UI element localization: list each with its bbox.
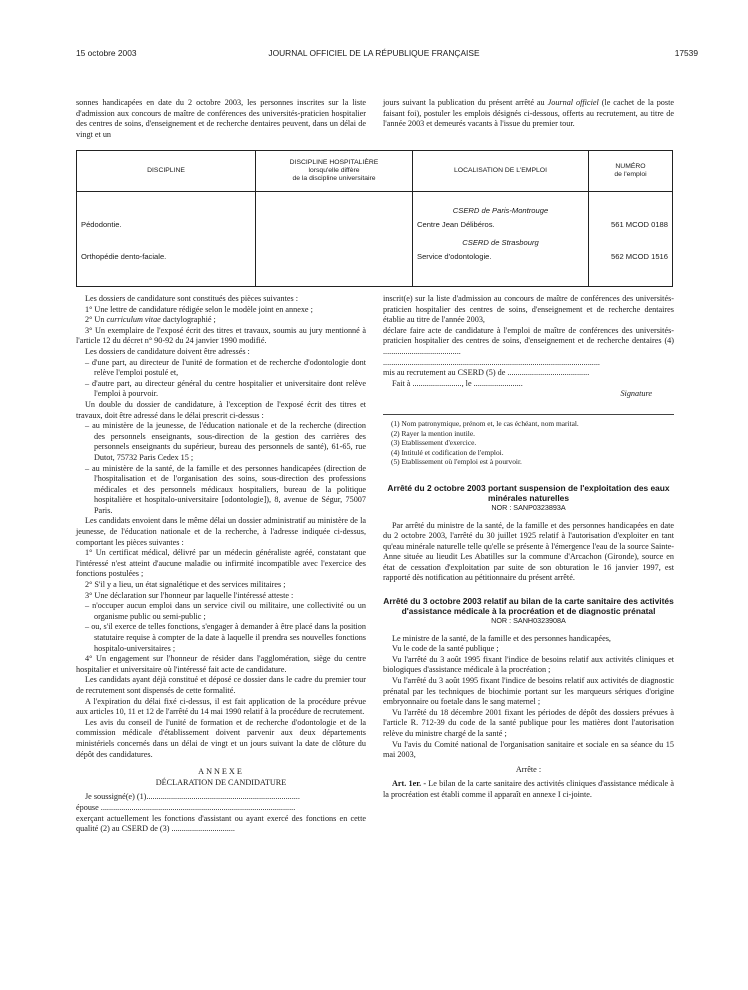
footnotes: (1) Nom patronymique, prénom et, le cas échéant, nom marital. (2) Rayer la mention inutile. (3) Etablissement d'exercice. (4) Intitulé et codification de l'emploi. (5) Etablissement où l'emploi est à pourvoir. — [391, 418, 579, 467]
top-right-paragraph: jours suivant la publication du présent arrêté au Journal officiel (le cachet de la poste faisant foi), postuler les emplois désignés ci-dessous, offerts au recrutement, au titre de l'année 2003 et demeurés vacants à l'issue du premier tour. — [383, 98, 674, 129]
table-row-2-discipline: Orthopédie dento-faciale. — [81, 252, 167, 261]
decree-2-title: Arrêté du 3 octobre 2003 relatif au bilan de la carte sanitaire des activités d'assistance médicale à la procréation et de diagnostic prénatal — [383, 596, 674, 617]
table-header-hospital-discipline: DISCIPLINE HOSPITALIÈRE lorsqu'elle diffère de la discipline universitaire — [256, 151, 413, 192]
declaration-title: DÉCLARATION DE CANDIDATURE — [155, 777, 287, 787]
table-header-location: LOCALISATION DE L'EMPLOI — [413, 151, 589, 192]
signature-label: Signature — [620, 389, 652, 399]
table-row-1-location-title: CSERD de Paris-Montrouge — [452, 206, 549, 215]
header-date: 15 octobre 2003 — [76, 48, 137, 58]
table-row-2-location-title: CSERD de Strasbourg — [462, 238, 539, 247]
decree-1-body: Par arrêté du ministre de la santé, de la famille et des personnes handicapées en date du 2 octobre 2003, l'arrêté du 30 juillet 1925 relatif à l'autorisation d'exploiter en tant qu'eau minérale naturelle telle qu'elle se présente à l'émergence l'eau de la source Sainte-Anne située au lieudit Les Abatilles sur la commune d'Arcachon (Gironde), source en état de cessation d'exploitation par suite de son obturation le 16 janvier 1997, est rapporté dès notification au pétitionnaire du présent arrêté. — [383, 520, 674, 583]
table-cell-number — [589, 192, 673, 287]
declaration-list: – n'occuper aucun emploi dans un service civil ou militaire, une collectivité ou un organisme public ou semi-public ; – ou, s'il exerce de telles fonctions, s'engager à demander à être placé dans la position statutaire requise à compter de la date à laquelle il prendra ses nouvelles fonctions hospitalo-universitaires ; — [76, 601, 366, 654]
decree-1-nor: NOR : SANP0323893A — [491, 502, 566, 512]
decree-2-nor: NOR : SANH0323908A — [491, 616, 566, 626]
table-row-1-discipline: Pédodontie. — [81, 220, 122, 229]
header-page-number: 17539 — [674, 48, 698, 58]
annexe-heading: ANNEXE — [198, 767, 244, 777]
decree-1-title: Arrêté du 2 octobre 2003 portant suspension de l'exploitation des eaux minérales naturelles — [387, 482, 670, 503]
table-row-1-number: 561 MCOD 0188 — [611, 220, 668, 229]
table-cell-location — [413, 192, 589, 287]
page-header — [0, 48, 748, 62]
header-journal-title: JOURNAL OFFICIEL DE LA RÉPUBLIQUE FRANÇAISE — [268, 48, 480, 58]
table-cell-discipline — [77, 192, 256, 287]
table-row-1-location: Centre Jean Délibéros. — [417, 220, 495, 229]
ministries-list: – au ministère de la jeunesse, de l'éducation nationale et de la recherche (direction des personnels enseignants, sous-direction de la gestion des carrières des personnels enseignants du supérieur, bureau des personnels de santé), 61-65, rue Dutot, 75732 Paris Cedex 15 ; – au ministère de la santé, de la famille et des personnes handicapées (direction de l'hospitalisation et de l'organisation des soins, sous-direction des professions médicales et des personnels médicaux hospitaliers, bureau de la politique hospitalière et hospitalo-universitaire [odontologie]), 8, avenue de Ségur, 75007 Paris. — [76, 421, 366, 516]
article-1: Art. 1er. - Le bilan de la carte sanitaire des activités cliniques d'assistance médicale à la procréation est établi comme il apparaît en annexe I ci-jointe. — [383, 779, 675, 799]
recipients-list: – d'une part, au directeur de l'unité de formation et de recherche d'odontologie dont relève l'emploi postulé et, – d'autre part, au directeur général du centre hospitalier et universitaire dont relève l'emploi à pourvoir. — [76, 358, 366, 400]
top-left-paragraph: sonnes handicapées en date du 2 octobre 2003, les personnes inscrites sur la liste d'admission aux concours de maître de conférences des universités-praticien hospitalier des centres de soins, d'enseignement et de recherche dentaires peuvent, dans un délai de vingt et un — [76, 98, 366, 139]
table-cell-hospital — [256, 192, 413, 287]
table-header-discipline: DISCIPLINE — [77, 151, 256, 192]
table-row-2-number: 562 MCOD 1516 — [611, 252, 668, 261]
right-column: inscrit(e) sur la liste d'admission au concours de maître de conférences des universités-praticien hospitalier des centres de soins, d'enseignement et de recherche dentaires établie au titre de l'année 2003, déclare faire acte de candidature à l'emploi de maître de conférences des universités-praticien hospitalier des centres de soins, d'enseignement et de recherche dentaires (4) ...................................... .......................................................................................................... mis au recrutement au CSERD (5) de ........................................ Fait à ........................, le ........................ Signature (1) Nom patronymique, prénom et, le cas échéant, nom marital. (2) Rayer la mention inutile. (3) Etablissement d'exercice. (4) Intitulé et codification de l'emploi. (5) Etablissement où l'emploi est à pourvoir. Arrêté du 2 octobre 2003 portant suspension de l'exploitation des eaux minérales naturelles NOR : SANP0323893A Par arrêté du ministre de la santé, de la famille et des personnes handicapées en date du 2 octobre 2003, l'arrêté du 30 juillet 1925 relatif à l'autorisation d'exploiter en tant qu'eau minérale naturelle telle qu'elle se présente à l'émergence l'eau de la source Sainte-Anne située au lieudit Les Abatilles sur la commune d'Arcachon (Gironde), source en état de cessation d'exploitation par suite de son obturation le 16 janvier 1997, est rapporté dès notification au pétitionnaire du présent arrêté. Arrêté du 3 octobre 2003 relatif au bilan de la carte sanitaire des activités d'assistance médicale à la procréation et de diagnostic prénatal NOR : SANH0323908A Le ministre de la santé, de la famille et des personnes handicapées, Vu le code de la santé publique ; Vu l'arrêté du 3 août 1995 fixant l'indice de besoins relatif aux activités cliniques et biologiques d'assistance médicale à la procréation ; Vu l'arrêté du 3 août 1995 fixant l'indice de besoins relatif aux activités de diagnostic prénatal par les techniques de biochimie portant sur les marqueurs sériques d'origine embryonnaire ou foetale dans le sang maternel ; Vu l'arrêté du 18 décembre 2001 fixant les périodes de dépôt des dossiers prévues à l'article R. 712-39 du code de la santé publique pour les matières dont l'autorisation relève du ministre chargé de la santé ; Vu l'avis du Comité national de l'organisation sanitaire et sociale en sa séance du 15 mai 2003, Arrête : Art. 1er. - Le bilan de la carte sanitaire des activités cliniques d'assistance médicale à la procréation est établi comme il apparaît en annexe I ci-jointe. — [383, 294, 675, 799]
vacant-posts-table — [76, 150, 673, 287]
left-column: Les dossiers de candidature sont constitués des pièces suivantes : 1° Une lettre de candidature rédigée selon le modèle joint en annexe ; 2° Un curriculum vitae dactylographié ; 3° Un exemplaire de l'exposé écrit des titres et travaux, soumis au jury mentionné à l'article 12 du décret n° 90-92 du 24 janvier 1990 modifié. Les dossiers de candidature doivent être adressés : – d'une part, au directeur de l'unité de formation et de recherche d'odontologie dont relève l'emploi postulé et, – d'autre part, au directeur général du centre hospitalier et universitaire dont relève l'emploi à pourvoir. Un double du dossier de candidature, à l'exception de l'exposé écrit des titres et travaux, doit être adressé dans le délai prescrit ci-dessus : – au ministère de la jeunesse, de l'éducation nationale et de la recherche (direction des personnels enseignants, sous-direction de la gestion des carrières des personnels enseignants du supérieur, bureau des personnels de santé), 61-65, rue Dutot, 75732 Paris Cedex 15 ; – au ministère de la santé, de la famille et des personnes handicapées (direction de l'hospitalisation et de l'organisation des soins, sous-direction des professions médicales et des personnels médicaux hospitaliers, bureau de la politique hospitalière et hospitalo-universitaire [odontologie]), 8, avenue de Ségur, 75007 Paris. Les candidats envoient dans le même délai un dossier administratif au ministère de la jeunesse, de l'éducation nationale et de la recherche, à l'adresse indiquée ci-dessus, comportant les pièces suivantes : 1° Un certificat médical, délivré par un médecin généraliste agréé, constatant que l'intéressé n'est atteint d'aucune maladie ou infirmité incompatible avec l'exercice des fonctions postulées ; 2° S'il y a lieu, un état signalétique et des services militaires ; 3° Une déclaration sur l'honneur par laquelle l'intéressé atteste : – n'occuper aucun emploi dans un service civil ou militaire, une collectivité ou un organisme public ou semi-public ; – ou, s'il exerce de telles fonctions, s'engager à demander à être placé dans la position statutaire requise à compter de la date à laquelle il prendra ses nouvelles fonctions hospitalo-universitaires ; 4° Un engagement sur l'honneur de résider dans l'agglomération, siège du centre hospitalier et universitaire où l'intéressé fait acte de candidature. Les candidats ayant déjà constitué et déposé ce dossier dans le cadre du premier tour de recrutement sont dispensés de cette formalité. A l'expiration du délai fixé ci-dessus, il est fait application de la procédure prévue aux articles 10, 11 et 12 de l'arrêté du 14 mai 1990 relatif à la procédure de recrutement. Les avis du conseil de l'unité de formation et de recherche d'odontologie et de la commission médicale d'établissement doivent parvenir aux deux départements ministériels concernés dans un délai de vingt et un jours suivant la date de clôture du dépôt des candidatures. ANNEXE DÉCLARATION DE CANDIDATURE Je soussigné(e) (1)........................................................................... épouse ............................................................................................... exerçant actuellement les fonctions d'assistant ou ayant exercé des fonctions en cette qualité (2) au CSERD de (3) ............................... — [76, 294, 366, 835]
table-header-number: NUMÉRO de l'emploi — [589, 151, 673, 192]
table-row-2-location: Service d'odontologie. — [417, 252, 492, 261]
